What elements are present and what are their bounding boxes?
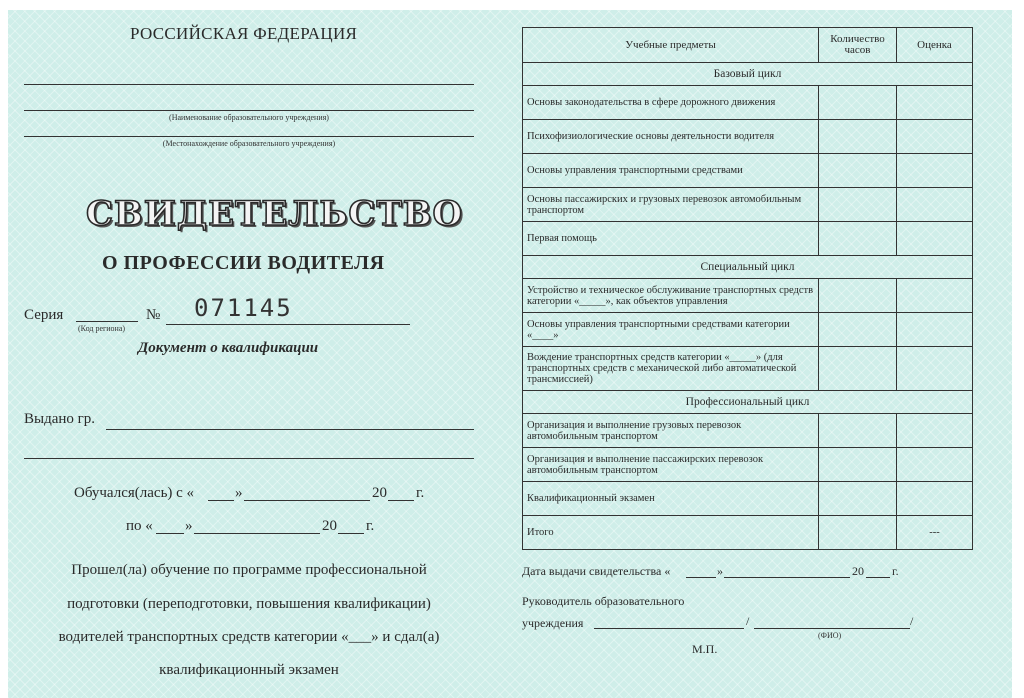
program-line-2: подготовки (переподготовки, повышения квалификации) xyxy=(67,596,431,612)
hours-cell xyxy=(819,120,897,154)
section-row-special xyxy=(523,256,973,279)
table-row xyxy=(523,313,973,347)
signature-line xyxy=(594,628,744,629)
certificate-subtitle: О ПРОФЕССИИ ВОДИТЕЛЯ xyxy=(102,252,385,274)
issued-line-2 xyxy=(24,458,474,459)
certificate-number: 071145 xyxy=(194,294,293,322)
table-header-row xyxy=(523,28,973,63)
subject-cell: Организация и выполнение грузовых перевозок автомобильным транспортом xyxy=(523,414,819,448)
number-line xyxy=(166,324,410,325)
studied-month-line xyxy=(244,500,370,501)
hours-cell xyxy=(819,154,897,188)
table-row xyxy=(523,347,973,391)
table-row xyxy=(523,279,973,313)
location-caption: (Местонахождение образовательного учреждения) xyxy=(162,139,336,148)
section-title: Базовый цикл xyxy=(523,63,973,86)
head-label-line-1: Руководитель образовательного xyxy=(522,594,685,608)
grade-cell xyxy=(897,279,973,313)
table-row xyxy=(523,482,973,516)
head-label-line-2: учреждения xyxy=(522,616,584,630)
region-caption: (Код региона) xyxy=(78,324,126,333)
fio-caption: (ФИО) xyxy=(818,631,842,640)
number-label: № xyxy=(146,307,161,323)
series-label: Серия xyxy=(24,307,64,323)
total-hours-cell xyxy=(819,516,897,550)
hours-cell xyxy=(819,313,897,347)
stamp-place: М.П. xyxy=(692,642,718,656)
hours-cell xyxy=(819,448,897,482)
section-row-professional xyxy=(523,391,973,414)
issue-date-quote: » xyxy=(717,564,723,578)
slash-1: / xyxy=(746,614,750,628)
hours-cell xyxy=(819,86,897,120)
till-year-suffix: г. xyxy=(366,518,375,534)
studied-day-line xyxy=(208,500,234,501)
document-kind: Документ о квалификации xyxy=(138,340,319,356)
studied-year-prefix: 20 xyxy=(372,485,387,501)
institution-caption: (Наименование образовательного учреждения) xyxy=(169,113,329,122)
grade-cell xyxy=(897,414,973,448)
hours-cell xyxy=(819,279,897,313)
slash-2: / xyxy=(910,614,914,628)
studied-year-line xyxy=(388,500,414,501)
till-month-line xyxy=(194,533,320,534)
table-row xyxy=(523,188,973,222)
hours-cell xyxy=(819,222,897,256)
table-row xyxy=(523,448,973,482)
country-heading: РОССИЙСКАЯ ФЕДЕРАЦИЯ xyxy=(130,24,358,43)
till-year-prefix: 20 xyxy=(322,518,337,534)
till-day-line xyxy=(156,533,184,534)
studied-till-label: по « xyxy=(126,518,153,534)
grade-cell xyxy=(897,347,973,391)
series-line xyxy=(76,321,138,322)
grade-cell xyxy=(897,154,973,188)
table-row xyxy=(523,154,973,188)
grade-cell xyxy=(897,313,973,347)
issued-line-1 xyxy=(106,429,474,430)
hours-cell xyxy=(819,347,897,391)
issue-date-label: Дата выдачи свидетельства « xyxy=(522,564,671,578)
location-line xyxy=(24,136,474,137)
subject-cell: Первая помощь xyxy=(523,222,819,256)
section-row-basic xyxy=(523,63,973,86)
subject-cell: Психофизиологические основы деятельности водителя xyxy=(523,120,819,154)
issued-label: Выдано гр. xyxy=(24,411,96,427)
subject-cell: Основы управления транспортными средствами xyxy=(523,154,819,188)
institution-line-2 xyxy=(24,110,474,111)
table-row xyxy=(523,86,973,120)
header-grade: Оценка xyxy=(897,28,973,63)
total-grade-cell: --- xyxy=(897,516,973,550)
subject-cell: Вождение транспортных средств категории «_____» (для транспортных средств с механической либо автоматической трансмиссией) xyxy=(523,347,819,391)
total-label: Итого xyxy=(523,516,819,550)
grade-cell xyxy=(897,448,973,482)
grade-cell xyxy=(897,86,973,120)
table-row xyxy=(523,414,973,448)
subject-cell: Основы управления транспортными средствами категории «____» xyxy=(523,313,819,347)
issue-day-line xyxy=(686,577,716,578)
subjects-table xyxy=(522,27,973,550)
issue-year-prefix: 20 xyxy=(852,564,864,578)
total-row xyxy=(523,516,973,550)
studied-from-label: Обучался(лась) с « xyxy=(74,485,195,501)
studied-till-quote: » xyxy=(185,518,193,534)
subject-cell: Организация и выполнение пассажирских перевозок автомобильным транспортом xyxy=(523,448,819,482)
grade-cell xyxy=(897,482,973,516)
institution-line-1 xyxy=(24,84,474,85)
grade-cell xyxy=(897,188,973,222)
studied-from-quote: » xyxy=(235,485,243,501)
subject-cell: Основы законодательства в сфере дорожного движения xyxy=(523,86,819,120)
section-title: Профессиональный цикл xyxy=(523,391,973,414)
program-line-4: квалификационный экзамен xyxy=(159,662,339,678)
issue-year-line xyxy=(866,577,890,578)
issue-month-line xyxy=(724,577,850,578)
program-line-1: Прошел(ла) обучение по программе профессиональной xyxy=(71,562,427,578)
issue-year-suffix: г. xyxy=(892,564,899,578)
till-year-line xyxy=(338,533,364,534)
header-subjects: Учебные предметы xyxy=(523,28,819,63)
subject-cell: Квалификационный экзамен xyxy=(523,482,819,516)
certificate-title: СВИДЕТЕЛЬСТВО xyxy=(86,194,464,234)
section-title: Специальный цикл xyxy=(523,256,973,279)
grade-cell xyxy=(897,222,973,256)
hours-cell xyxy=(819,414,897,448)
table-row xyxy=(523,120,973,154)
studied-year-suffix: г. xyxy=(416,485,425,501)
program-line-3: водителей транспортных средств категории «___» и сдал(а) xyxy=(58,629,440,645)
hours-cell xyxy=(819,188,897,222)
fio-line xyxy=(754,628,910,629)
header-hours: Количество часов xyxy=(819,28,897,63)
subject-cell: Основы пассажирских и грузовых перевозок автомобильным транспортом xyxy=(523,188,819,222)
hours-cell xyxy=(819,482,897,516)
table-row xyxy=(523,222,973,256)
grade-cell xyxy=(897,120,973,154)
subject-cell: Устройство и техническое обслуживание транспортных средств категории «_____», как объектов управления xyxy=(523,279,819,313)
